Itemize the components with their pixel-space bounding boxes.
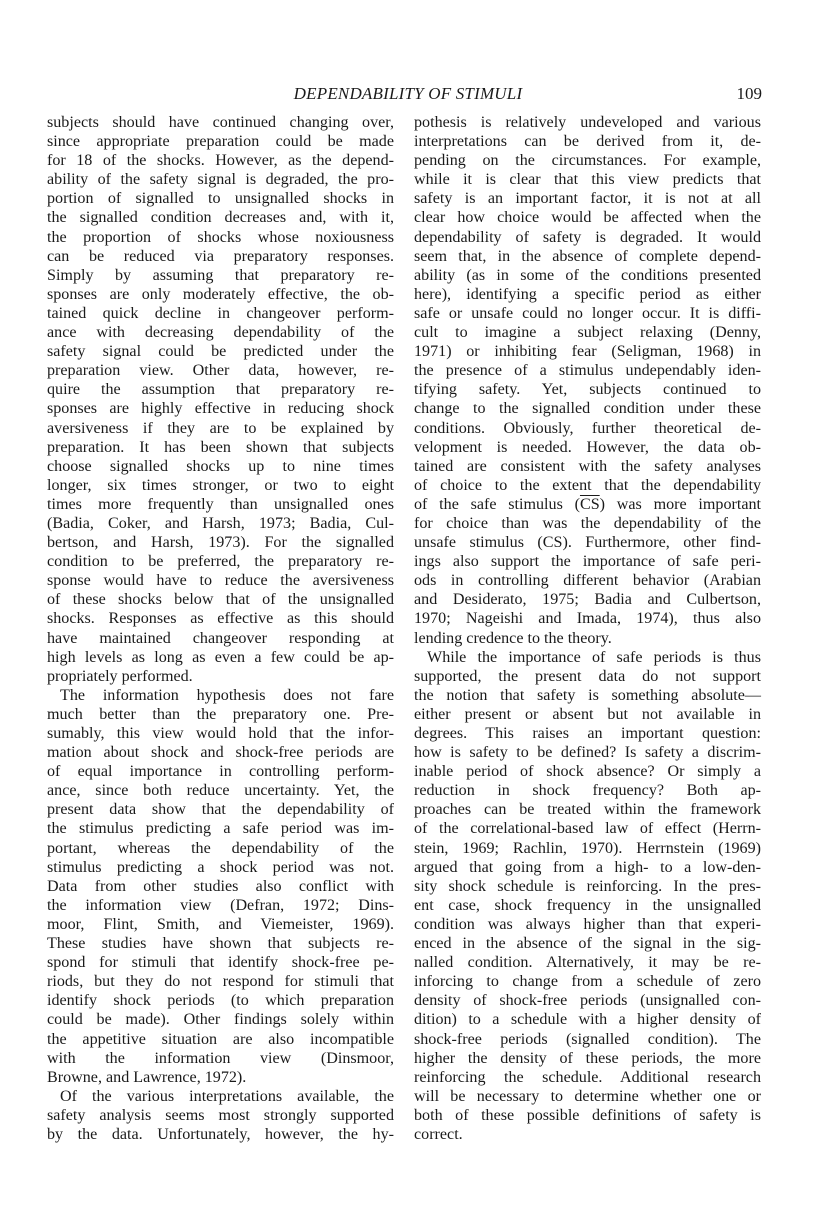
text-line: While the importance of safe periods is thus bbox=[427, 648, 761, 666]
text-line: the stimulus predicting a safe period was im- bbox=[47, 820, 394, 838]
text-line: mation about shock and shock-free periods are bbox=[47, 744, 394, 762]
left-text-column bbox=[47, 113, 394, 1144]
text-line: clear how choice would be affected when the bbox=[414, 209, 761, 227]
text-line: propriately performed. bbox=[47, 667, 193, 685]
text-line: have maintained changeover responding at bbox=[47, 629, 394, 647]
text-line: pending on the circumstances. For example, bbox=[414, 152, 761, 170]
text-line: with the information view (Dinsmoor, bbox=[47, 1049, 394, 1067]
text-line: ability of the safety signal is degraded, the pro- bbox=[47, 171, 394, 189]
text-line: the proportion of shocks whose noxiousness bbox=[47, 228, 394, 246]
text-line: safety is an important factor, it is not at all bbox=[414, 190, 761, 208]
text-line: 1971) or inhibiting fear (Seligman, 1968) in bbox=[414, 343, 761, 361]
text-line: choose signalled shocks up to nine times bbox=[47, 457, 394, 475]
text-line: sponses are only moderately effective, the ob- bbox=[47, 285, 394, 303]
text-line: here), identifying a specific period as either bbox=[414, 285, 761, 303]
text-line: lending credence to the theory. bbox=[414, 629, 612, 647]
page-number: 109 bbox=[736, 84, 762, 103]
text-line: reinforcing the schedule. Additional research bbox=[414, 1068, 761, 1086]
text-line: argued that going from a high- to a low-den- bbox=[414, 858, 761, 876]
text-line: tained quick decline in changeover perform- bbox=[47, 304, 394, 322]
text-line: degrees. This raises an important question: bbox=[414, 725, 761, 742]
text-line: condition was always higher than that experi- bbox=[414, 915, 761, 933]
text-line: density of shock-free periods (unsignalled con- bbox=[414, 992, 761, 1010]
text-line: 1970; Nageishi and Imada, 1974), thus also bbox=[414, 610, 761, 628]
text-line: ance with decreasing dependability of the bbox=[47, 324, 394, 342]
text-line: shock-free periods (signalled condition). The bbox=[414, 1030, 761, 1048]
text-line: velopment is needed. However, the data ob- bbox=[414, 438, 761, 456]
text-line: These studies have shown that subjects re- bbox=[47, 935, 394, 953]
text-line: for choice than was the dependability of the bbox=[414, 514, 761, 532]
text-line: the information view (Defran, 1972; Dins- bbox=[47, 896, 394, 914]
text-line: Data from other studies also conflict with bbox=[47, 877, 394, 895]
text-line: reduction in shock frequency? Both ap- bbox=[414, 782, 761, 800]
text-line: ent case, shock frequency in the unsignalled bbox=[414, 896, 761, 914]
text-line: and Desiderato, 1975; Badia and Culbertson, bbox=[414, 591, 761, 609]
text-line: correct. bbox=[414, 1125, 463, 1143]
text-line: safety analysis seems most strongly supported bbox=[47, 1106, 394, 1124]
text-line: condition to be preferred, the preparatory re- bbox=[47, 553, 394, 571]
text-line: of equal importance in controlling perform- bbox=[47, 763, 394, 781]
text-line: quire the assumption that preparatory re- bbox=[47, 381, 394, 399]
text-line: inforcing to change from a schedule of zero bbox=[414, 973, 761, 991]
text-line: supported, the present data do not support bbox=[414, 667, 761, 685]
text-line: conditions. Obviously, further theoretical de- bbox=[414, 419, 761, 437]
text-line: much better than the preparatory one. Pre- bbox=[47, 705, 394, 723]
text-line: enced in the absence of the signal in the sig- bbox=[414, 935, 761, 953]
text-line: nalled condition. Alternatively, it may be re- bbox=[414, 954, 761, 972]
text-line: dition) to a schedule with a higher density of bbox=[414, 1011, 761, 1029]
text-line: ance, since both reduce uncertainty. Yet, the bbox=[47, 782, 394, 800]
text-line: interpretations can be derived from it, de- bbox=[414, 133, 761, 151]
text-line: high levels as long as even a few could be ap- bbox=[47, 648, 394, 666]
text-line: Of the various interpretations available, the bbox=[60, 1087, 394, 1105]
text-line: since appropriate preparation could be made bbox=[47, 133, 394, 151]
text-line: tained are consistent with the safety analyses bbox=[414, 457, 761, 475]
text-line: ability (as in some of the conditions presented bbox=[414, 266, 761, 284]
text-line: bertson, and Harsh, 1973). For the signalled bbox=[47, 534, 394, 552]
text-line: proaches can be treated within the framework bbox=[414, 801, 761, 819]
text-line: Browne, and Lawrence, 1972). bbox=[47, 1068, 247, 1086]
text-line: spond for stimuli that identify shock-free pe- bbox=[47, 954, 394, 972]
text-line: pothesis is relatively undeveloped and various bbox=[414, 114, 761, 131]
text-line: the signalled condition decreases and, with it, bbox=[47, 209, 394, 227]
text-line: preparation view. Other data, however, re- bbox=[47, 362, 394, 380]
text-line: riods, but they do not respond for stimuli that bbox=[47, 973, 394, 991]
text-line: the notion that safety is something absolute— bbox=[414, 686, 761, 704]
text-line: of the correlational-based law of effect (Herrn- bbox=[414, 820, 761, 838]
text-line: identify shock periods (to which preparation bbox=[47, 992, 394, 1010]
text-line: moor, Flint, Smith, and Viemeister, 1969). bbox=[47, 915, 394, 933]
text-line: present data show that the dependability of bbox=[47, 801, 394, 819]
text-line: will be necessary to determine whether one or bbox=[414, 1087, 761, 1105]
text-line: can be reduced via preparatory responses. bbox=[47, 247, 394, 265]
text-line: stimulus predicting a shock period was not. bbox=[47, 858, 394, 876]
text-line: aversiveness if they are to be explained by bbox=[47, 419, 394, 437]
text-line: longer, six times stronger, or two to eight bbox=[47, 476, 394, 494]
text-line: higher the density of these periods, the more bbox=[414, 1049, 761, 1067]
cs-bar-symbol: $\overline{CS}$ bbox=[579, 495, 600, 513]
text-line: Simply by assuming that preparatory re- bbox=[47, 266, 394, 284]
text-line: portant, whereas the dependability of the bbox=[47, 839, 394, 857]
text-line: cult to imagine a subject relaxing (Denny, bbox=[414, 324, 761, 342]
text-line: both of these possible definitions of safety is bbox=[414, 1106, 761, 1124]
text-line: portion of signalled to unsignalled shocks in bbox=[47, 190, 394, 208]
text-line: sity shock schedule is reinforcing. In the pres- bbox=[414, 877, 761, 895]
text-line: sponse would have to reduce the aversiveness bbox=[47, 572, 394, 590]
text-line: inable period of shock absence? Or simply a bbox=[414, 763, 761, 781]
text-line: by the data. Unfortunately, however, the hy- bbox=[47, 1125, 394, 1143]
text-line: of choice to the extent that the dependability bbox=[414, 476, 761, 494]
text-line: preparation. It has been shown that subjects bbox=[47, 438, 394, 456]
text-line: the appetitive situation are also incompatible bbox=[47, 1030, 394, 1048]
text-line: dependability of safety is degraded. It would bbox=[414, 228, 761, 246]
text-line: ods in controlling different behavior (Arabian bbox=[414, 572, 761, 590]
text-line: tifying safety. Yet, subjects continued to bbox=[414, 381, 761, 399]
text-line: sponses are highly effective in reducing shock bbox=[47, 400, 394, 418]
text-line: stein, 1969; Rachlin, 1970). Herrnstein (1969) bbox=[414, 839, 761, 857]
text-line: subjects should have continued changing over, bbox=[47, 114, 394, 131]
text-line: the presence of a stimulus undependably iden- bbox=[414, 362, 761, 380]
text-line: of the safe stimulus $(\overline{CS})$ was more important bbox=[414, 495, 761, 513]
text-line: The information hypothesis does not fare bbox=[60, 686, 394, 704]
text-line: shocks. Responses as effective as this should bbox=[47, 610, 394, 628]
text-line: while it is clear that this view predicts that bbox=[414, 171, 761, 189]
text-line: for 18 of the shocks. However, as the depend- bbox=[47, 152, 394, 170]
text-line: sumably, this view would hold that the infor- bbox=[47, 725, 394, 742]
text-line: times more frequently than unsignalled ones bbox=[47, 495, 394, 513]
text-line: ings also support the importance of safe peri- bbox=[414, 553, 761, 571]
text-line: how is safety to be defined? Is safety a discrim- bbox=[414, 744, 761, 762]
text-line: change to the signalled condition under these bbox=[414, 400, 761, 418]
text-line: seem that, in the absence of complete depend- bbox=[414, 247, 761, 265]
running-title: DEPENDABILITY OF STIMULI bbox=[293, 84, 523, 103]
right-text-column bbox=[414, 113, 761, 1144]
running-head bbox=[0, 84, 816, 108]
text-line: safety signal could be predicted under the bbox=[47, 343, 394, 361]
text-line: (Badia, Coker, and Harsh, 1973; Badia, Cul- bbox=[47, 514, 394, 532]
text-line: unsafe stimulus (CS). Furthermore, other find- bbox=[414, 534, 761, 552]
text-line: of these shocks below that of the unsignalled bbox=[47, 591, 394, 609]
text-line: either present or absent but not available in bbox=[414, 705, 761, 723]
text-line: safe or unsafe could no longer occur. It is diffi- bbox=[414, 304, 761, 322]
text-line: could be made). Other findings solely within bbox=[47, 1011, 394, 1029]
